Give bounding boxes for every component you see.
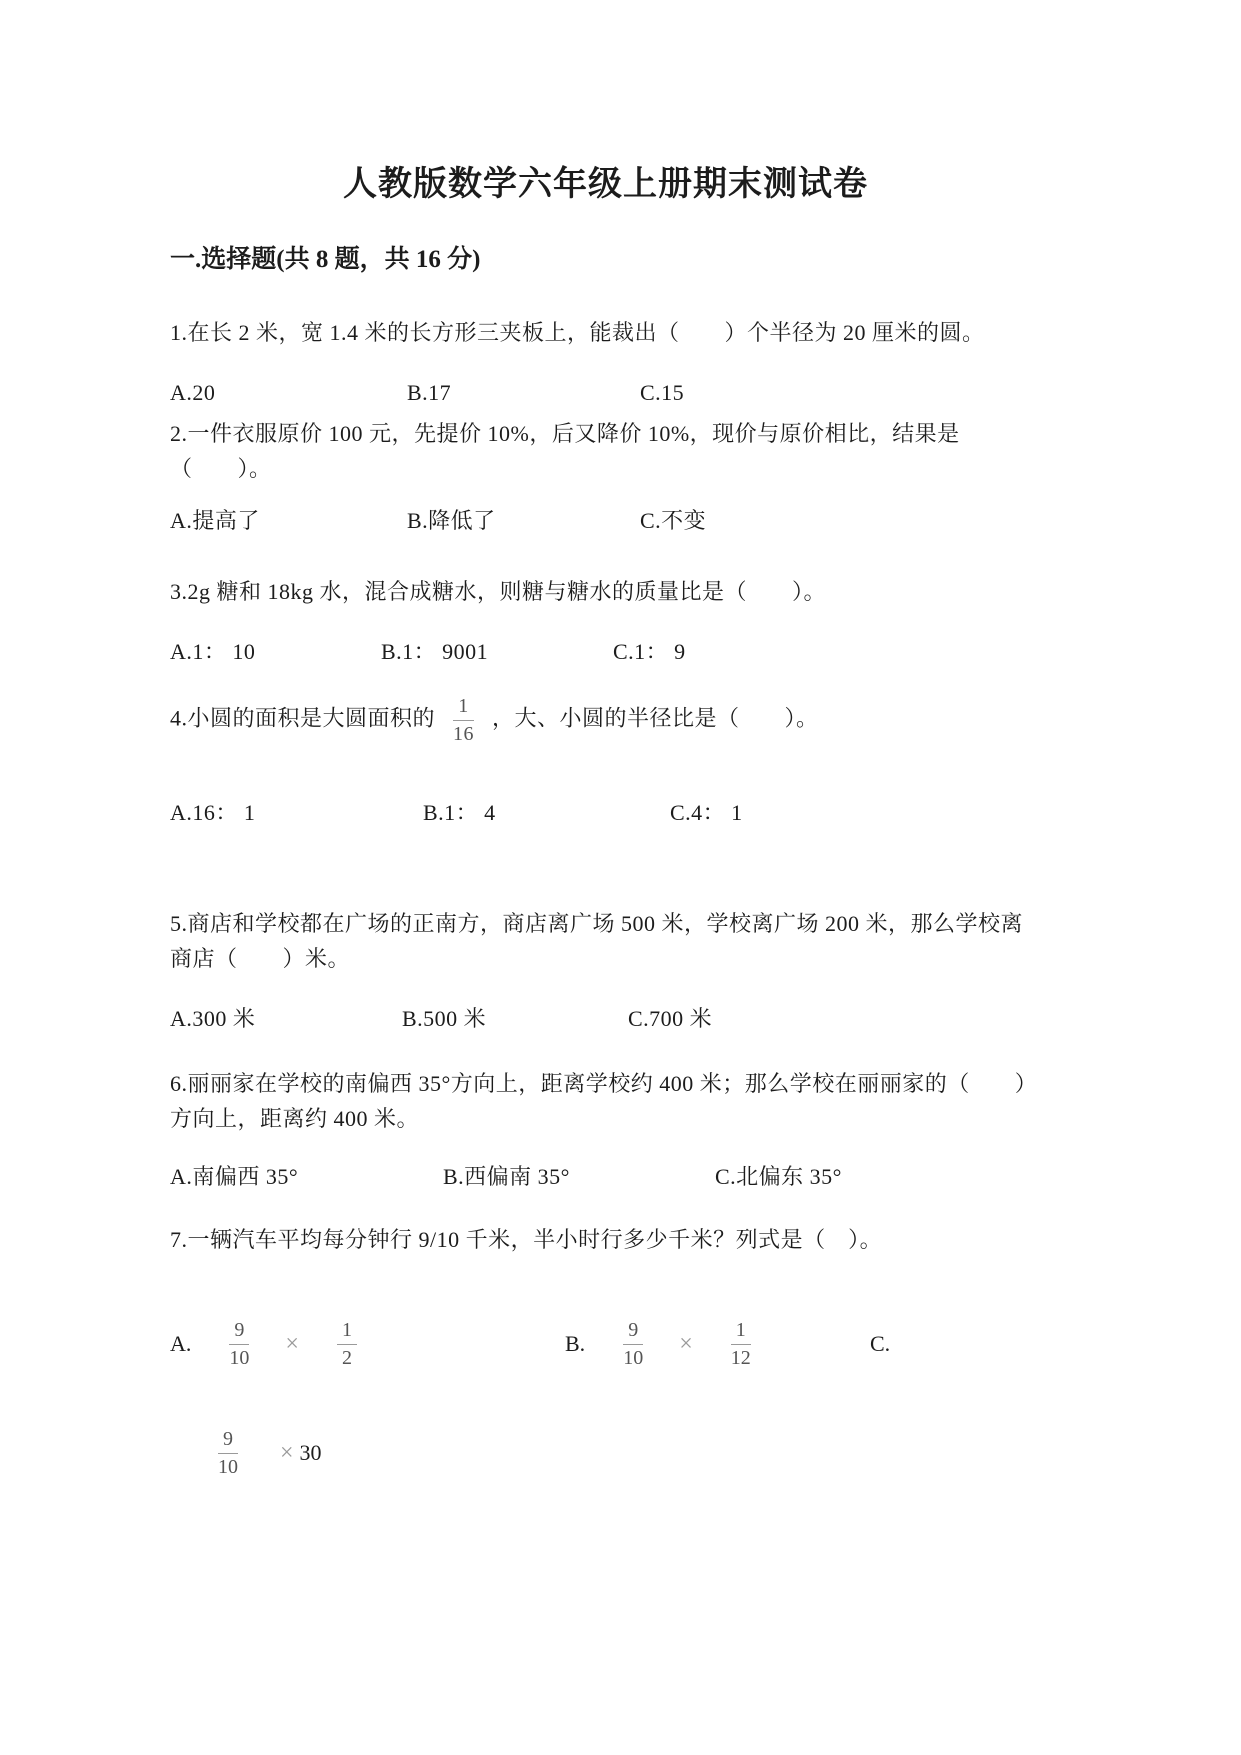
question-5-text: 5.商店和学校都在广场的正南方，商店离广场 500 米，学校离广场 200 米，那么学校离商店（ ）米。 (170, 910, 1024, 971)
fraction-numerator: 9 (218, 1428, 238, 1454)
fraction (623, 1319, 643, 1370)
question-4-options (170, 798, 1041, 828)
fraction-numerator: 1 (453, 695, 474, 721)
option-item: A.南偏西 35° (170, 1163, 299, 1189)
multiply-sign: × (280, 1439, 294, 1466)
question-2-options (170, 506, 1041, 536)
fraction (453, 695, 474, 746)
option-item: A.20 (170, 379, 216, 405)
page-title: 人教版数学六年级上册期末测试卷 (343, 165, 868, 203)
fraction (218, 1428, 238, 1479)
fraction-numerator: 9 (229, 1319, 249, 1345)
fraction (229, 1319, 249, 1370)
question-7-text: 7.一辆汽车平均每分钟行 9/10 千米，半小时行多少千米？列式是（ ）。 (170, 1226, 883, 1252)
option-item-c (870, 1331, 890, 1357)
option-item: B.西偏南 35° (443, 1163, 570, 1189)
option-item-b (565, 1319, 870, 1370)
question-1-options (170, 378, 1041, 408)
option-item: B.17 (407, 379, 452, 405)
question-4-text-before: 4.小圆的面积是大圆面积的 (170, 705, 436, 731)
fraction (337, 1319, 357, 1370)
option-label: A. (170, 1331, 192, 1357)
option-item: C.北偏东 35° (715, 1163, 842, 1189)
question-3-options (170, 637, 1041, 667)
question-2-text: 2.一件衣服原价 100 元，先提价 10%，后又降价 10%，现价与原价相比，结果是（ ）。 (170, 420, 960, 481)
fraction-denominator: 10 (218, 1455, 238, 1478)
multiply-sign: × (285, 1330, 299, 1357)
option-item: B.1： 4 (423, 799, 496, 825)
fraction-denominator: 16 (453, 722, 475, 745)
fraction (731, 1319, 751, 1370)
option-item: C.1： 9 (613, 638, 686, 664)
multiplier-value: 30 (299, 1440, 322, 1466)
question-7-option-c-expression (170, 1428, 1041, 1479)
option-item: B.1： 9001 (381, 638, 489, 664)
question-6-text: 6.丽丽家在学校的南偏西 35°方向上，距离学校约 400 米；那么学校在丽丽家的（ ）方向上，距离约 400 米。 (170, 1070, 1038, 1131)
multiply-sign: × (679, 1330, 693, 1357)
option-item: A.16： 1 (170, 799, 256, 825)
option-item: A.1： 10 (170, 638, 256, 664)
fraction-numerator: 1 (337, 1319, 357, 1345)
fraction-numerator: 9 (623, 1319, 643, 1345)
question-5-options (170, 1004, 1041, 1034)
option-item: B.500 米 (402, 1005, 487, 1031)
option-label: B. (565, 1331, 586, 1357)
option-item: C.不变 (640, 507, 707, 533)
question-4-text (170, 695, 1041, 746)
option-item: B.降低了 (407, 507, 496, 533)
fraction-denominator: 12 (730, 1346, 751, 1369)
question-1-text: 1.在长 2 米，宽 1.4 米的长方形三夹板上，能裁出（ ）个半径为 20 厘米的圆。 (170, 319, 985, 345)
fraction-denominator: 10 (229, 1346, 250, 1369)
option-label: C. (870, 1331, 891, 1357)
option-item: C.4： 1 (670, 799, 743, 825)
option-item: C.700 米 (628, 1005, 713, 1031)
question-7-options (170, 1319, 1041, 1370)
fraction-numerator: 1 (731, 1319, 751, 1345)
section-heading: 一.选择题(共 8 题，共 16 分) (170, 245, 481, 273)
question-3-text: 3.2g 糖和 18kg 水，混合成糖水，则糖与糖水的质量比是（ ）。 (170, 578, 827, 604)
option-item: A.提高了 (170, 507, 260, 533)
fraction-denominator: 2 (341, 1346, 352, 1369)
question-4-text-after: ，大、小圆的半径比是（ ）。 (492, 705, 819, 731)
option-item-a (170, 1319, 565, 1370)
fraction-denominator: 10 (623, 1346, 644, 1369)
option-item: A.300 米 (170, 1005, 256, 1031)
question-6-options (170, 1162, 1041, 1192)
option-item: C.15 (640, 379, 685, 405)
